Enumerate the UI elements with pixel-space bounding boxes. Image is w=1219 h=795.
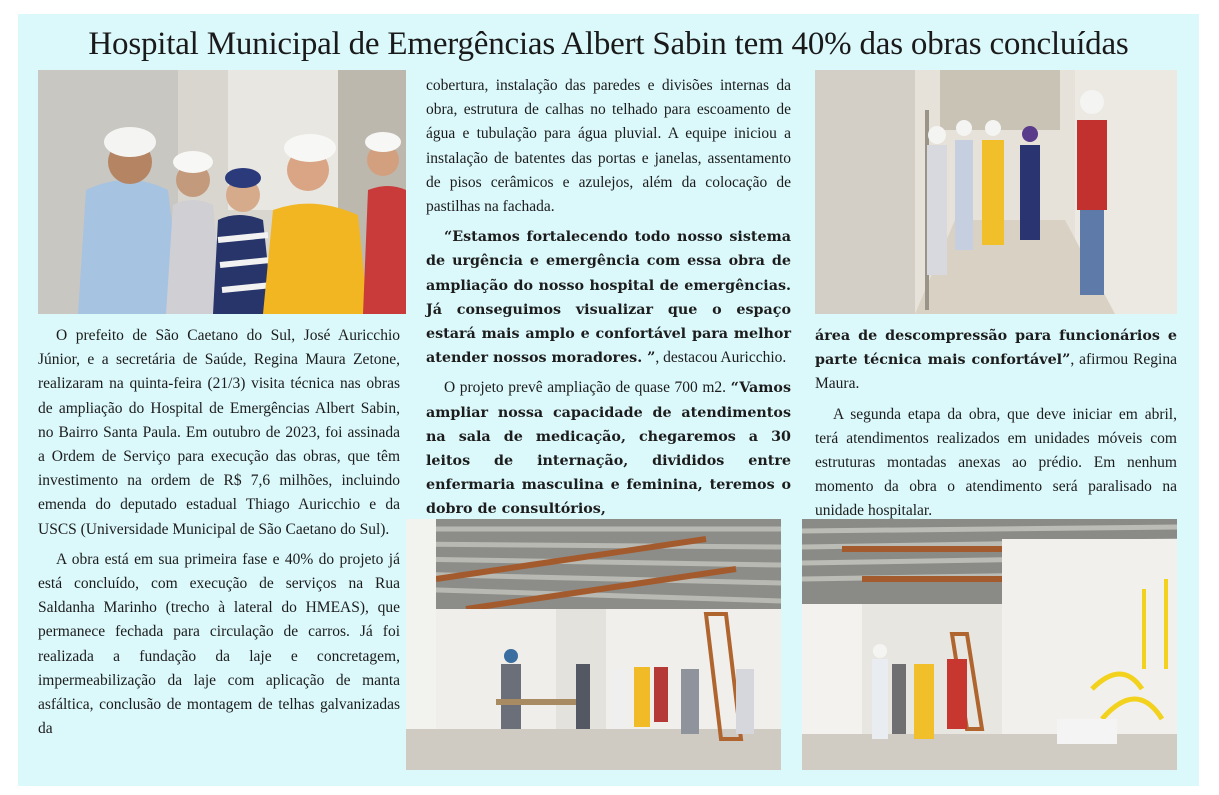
photo-construction-interior [802, 519, 1177, 770]
paragraph-second-phase: A segunda etapa da obra, que deve iniciar em abril, terá atendimentos realizados em unidades móveis com estruturas montadas anexas ao prédio. Em nenhum momento da obra o atendimento será paralisado na unidade hospitalar. [815, 405, 1177, 520]
secretary-attribution: , afirmou Regina Maura. [815, 351, 1177, 393]
column-3 [815, 324, 1177, 524]
mayor-quote: “Estamos fortalecendo todo nosso sistema de urgência e emergência com essa obra de ampliação do nosso hospital de emergências. Já conseguimos visualizar que o espaço estará mais amplo e confortável para melhor atender nossos moradores. ” [426, 229, 791, 367]
photo-mayor-visit [38, 70, 406, 314]
paragraph-first-phase: A obra está em sua primeira fase e 40% do projeto já está concluído, com execução de serviços na Rua Saldanha Marinho (trecho à lateral do HMEAS), que permanece fechada para circulação de carros. Já foi realizada a fundação da laje e concretagem, impermeabilização da laje com aplicação de manta asfáltica, conclusão de montagem de telhas galvanizadas da [38, 550, 400, 738]
paragraph-works-continued: cobertura, instalação das paredes e divisões internas da obra, estrutura de calhas no telhado para escoamento de água e tubulação para água pluvial. A equipe iniciou a instalação de batentes das portas e janelas, assentamento de pisos cerâmicos e azulejos, além da colocação de pastilhas na fachada. [426, 77, 791, 216]
column-2 [426, 74, 791, 522]
project-text: O projeto prevê ampliação de quase 700 m2. [444, 379, 731, 397]
headline: Hospital Municipal de Emergências Albert Sabin tem 40% das obras concluídas [88, 26, 1129, 62]
newspaper-page [18, 14, 1199, 786]
paragraph-project [426, 376, 791, 521]
paragraph-mayor-quote [426, 225, 791, 370]
mayor-attribution: , destacou Auricchio. [655, 349, 787, 367]
paragraph-intro: O prefeito de São Caetano do Sul, José Auricchio Júnior, e a secretária de Saúde, Regina Maura Zetone, realizaram na quinta-feira (21/3) visita técnica nas obras de ampliação do Hospital de Emergências Albert Sabin, no Bairro Santa Paula. Em outubro de 2023, foi assinada a Ordem de Serviço para execução das obras, que têm investimento na ordem de R$ 7,6 milhões, incluindo emenda do deputado estadual Thiago Auricchio e da USCS (Universidade Municipal de São Caetano do Sul). [38, 327, 400, 538]
paragraph-secretary-quote-end [815, 324, 1177, 397]
photo-construction-hall [406, 519, 781, 770]
secretary-quote-end: área de descompressão para funcionários e parte técnica mais confortável” [815, 328, 1177, 369]
secretary-quote: “Vamos ampliar nossa capacidade de atendimentos na sala de medicação, chegaremos a 30 leitos de internação, divididos entre enfermaria masculina e feminina, teremos o dobro de consultórios, [426, 380, 791, 518]
column-1 [38, 324, 400, 741]
photo-corridor [815, 70, 1177, 314]
